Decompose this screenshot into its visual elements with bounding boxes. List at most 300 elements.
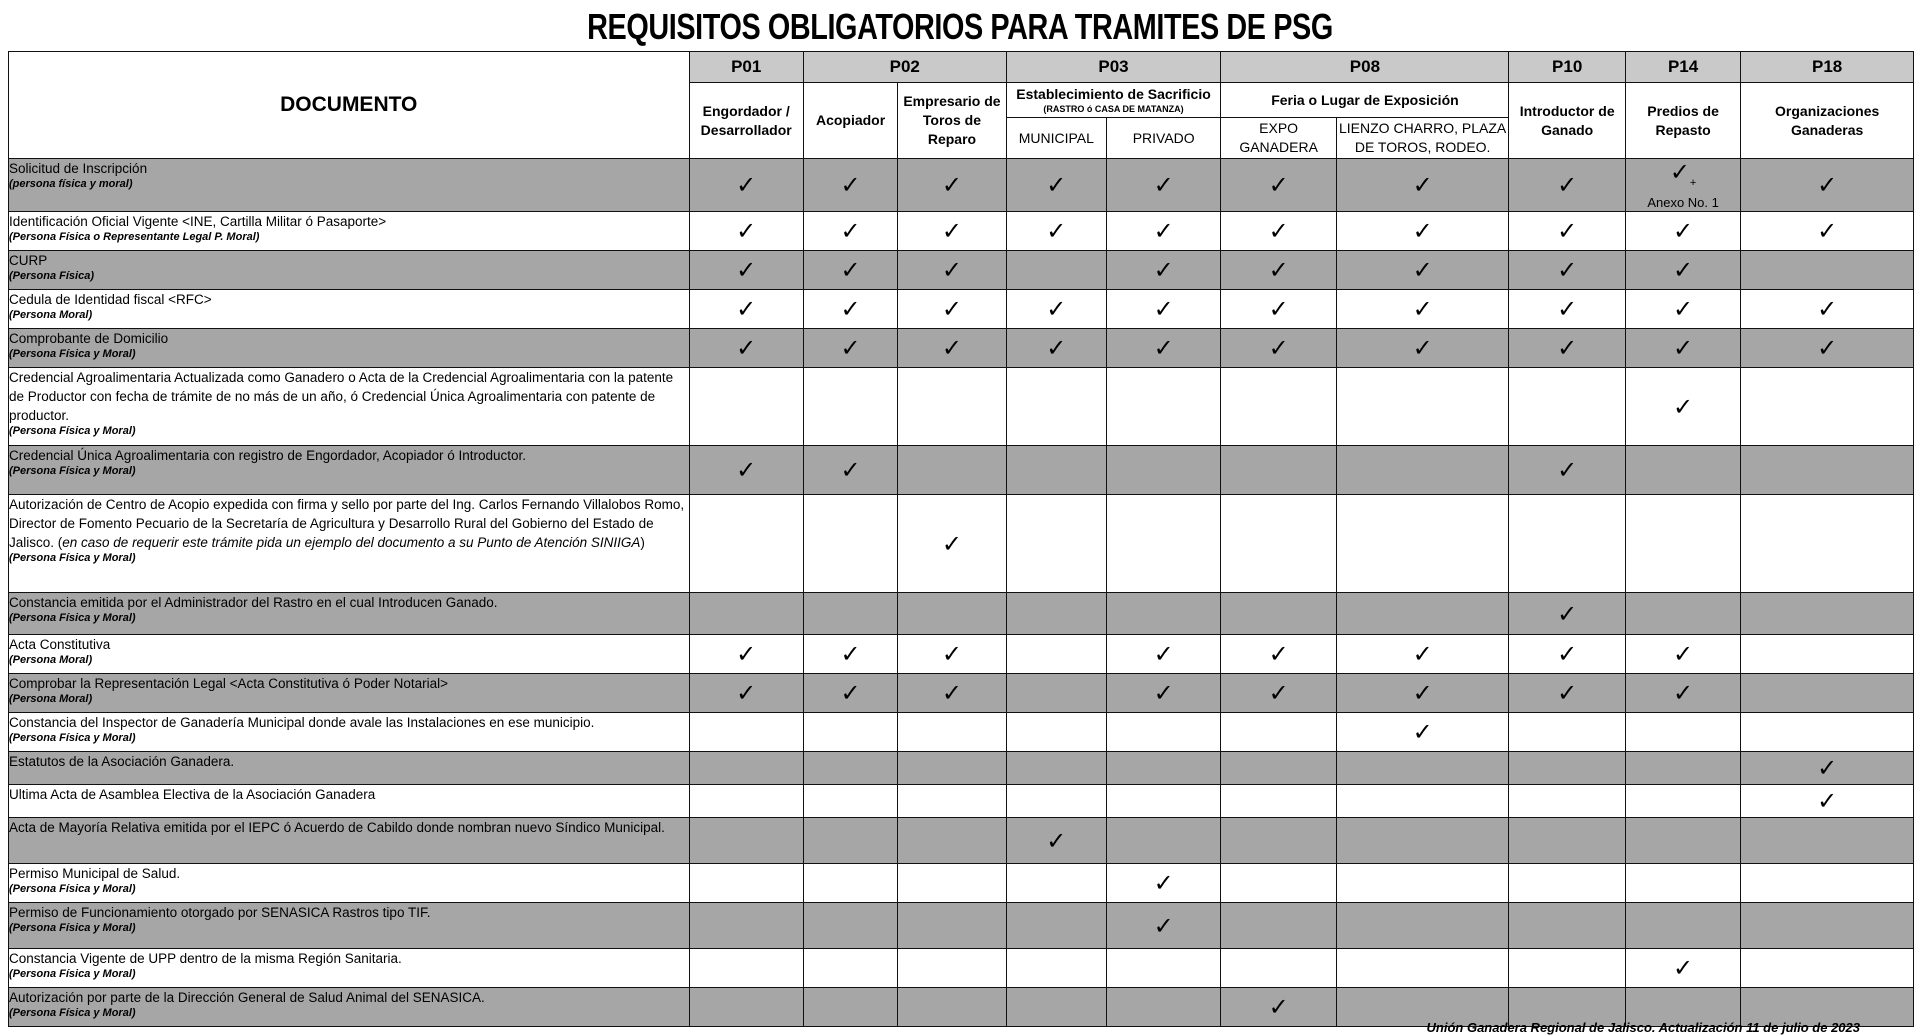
- requirement-cell: [1625, 593, 1740, 635]
- requirement-cell: [1336, 251, 1509, 290]
- checkmark-icon: ✓: [736, 217, 757, 245]
- requirement-cell: [1625, 446, 1740, 495]
- document-name: Permiso Municipal de Salud.: [9, 866, 181, 881]
- requirement-cell: [898, 949, 1006, 988]
- requirement-cell: [1221, 212, 1336, 251]
- requirement-cell: [1741, 864, 1914, 903]
- table-row: [9, 713, 1914, 752]
- document-name: Credencial Agroalimentaria Actualizada como Ganadero o Acta de la Credencial Agroalimentaria con la patente de Productor con fecha de trámite de no más de un año, ó Credencial Única Agroalimentaria con patente de productor.: [9, 370, 674, 423]
- header-feria-exposicion: Feria o Lugar de Exposición: [1221, 83, 1509, 118]
- checkmark-icon: ✓: [1268, 171, 1289, 199]
- checkmark-icon: ✓: [1153, 679, 1174, 707]
- code-p03: P03: [1006, 52, 1221, 83]
- checkmark-icon: ✓: [1557, 456, 1578, 484]
- checkmark-icon: ✓: [1046, 334, 1067, 362]
- person-type: (Persona Moral): [9, 654, 93, 666]
- person-type: (Persona Física y Moral): [9, 1007, 136, 1019]
- requirement-cell: [1221, 752, 1336, 785]
- requirement-cell: [1006, 752, 1106, 785]
- code-p10: P10: [1509, 52, 1625, 83]
- requirement-cell: [1221, 290, 1336, 329]
- document-cell: [9, 251, 690, 290]
- checkmark-icon: ✓: [1673, 392, 1694, 421]
- document-cell: [9, 674, 690, 713]
- requirement-cell: [689, 495, 803, 593]
- requirement-cell: [1625, 635, 1740, 674]
- requirement-cell: [1625, 251, 1740, 290]
- requirement-cell: [1006, 368, 1106, 446]
- requirement-cell: [898, 713, 1006, 752]
- requirement-cell: [898, 635, 1006, 674]
- document-name: Estatutos de la Asociación Ganadera.: [9, 754, 235, 769]
- requirement-cell: [1107, 329, 1221, 368]
- requirement-cell: [1221, 495, 1336, 593]
- table-row: [9, 635, 1914, 674]
- checkmark-icon: ✓: [1557, 679, 1578, 707]
- requirement-cell: [1625, 864, 1740, 903]
- requirement-cell: [1336, 329, 1509, 368]
- requirement-cell: [1741, 713, 1914, 752]
- requirement-cell: [898, 329, 1006, 368]
- table-row: [9, 329, 1914, 368]
- person-type: (Persona Física): [9, 270, 94, 282]
- requirement-cell: [1107, 159, 1221, 212]
- requirement-cell: [1625, 159, 1740, 212]
- requirement-cell: [1221, 864, 1336, 903]
- document-name: Acta Constitutiva: [9, 637, 111, 652]
- table-row: [9, 903, 1914, 949]
- checkmark-icon: ✓: [1046, 826, 1067, 855]
- requirement-cell: [1336, 446, 1509, 495]
- requirement-cell: [689, 864, 803, 903]
- document-name: Comprobante de Domicilio: [9, 331, 169, 346]
- requirement-cell: [1625, 368, 1740, 446]
- requirement-cell: [803, 988, 897, 1027]
- header-privado: PRIVADO: [1107, 118, 1221, 159]
- requirement-cell: [1625, 495, 1740, 593]
- requirement-cell: [1625, 752, 1740, 785]
- requirement-cell: [1221, 785, 1336, 818]
- header-introductor: Introductor de Ganado: [1509, 83, 1625, 159]
- person-type: (Persona Física y Moral): [9, 425, 136, 437]
- checkmark-icon: ✓: [941, 217, 962, 245]
- requirement-cell: [803, 903, 897, 949]
- requirement-cell: [1741, 368, 1914, 446]
- checkmark-icon: ✓: [1673, 295, 1694, 323]
- table-row: [9, 752, 1914, 785]
- checkmark-icon: ✓: [1817, 217, 1838, 245]
- requirement-cell: [1336, 713, 1509, 752]
- requirement-cell: [803, 495, 897, 593]
- checkmark-icon: ✓: [840, 295, 861, 323]
- checkmark-icon: ✓: [736, 171, 757, 199]
- requirement-cell: [1625, 674, 1740, 713]
- requirement-cell: [803, 864, 897, 903]
- requirement-cell: [1509, 446, 1625, 495]
- requirement-cell: [1625, 329, 1740, 368]
- requirement-cell: [1336, 674, 1509, 713]
- requirements-table: [8, 51, 1914, 1027]
- document-name: CURP: [9, 253, 48, 268]
- requirement-cell: [898, 446, 1006, 495]
- requirement-cell: [1107, 903, 1221, 949]
- table-row: [9, 818, 1914, 864]
- checkmark-icon: ✓: [941, 334, 962, 362]
- requirement-cell: [803, 329, 897, 368]
- person-type: (Persona Moral): [9, 309, 93, 321]
- checkmark-icon: ✓: [1412, 295, 1433, 323]
- requirement-cell: [1107, 368, 1221, 446]
- checkmark-icon: ✓: [941, 171, 962, 199]
- plus-sign: +: [1689, 176, 1697, 189]
- requirement-cell: [898, 212, 1006, 251]
- requirement-cell: [1509, 864, 1625, 903]
- document-cell: [9, 864, 690, 903]
- requirement-cell: [1741, 290, 1914, 329]
- requirement-cell: [1107, 674, 1221, 713]
- checkmark-icon: ✓: [1412, 256, 1433, 284]
- requirement-cell: [1741, 495, 1914, 593]
- person-type: (Persona Física y Moral): [9, 883, 136, 895]
- requirement-cell: [689, 212, 803, 251]
- requirement-cell: [803, 290, 897, 329]
- document-cell: [9, 785, 690, 818]
- requirement-cell: [1336, 864, 1509, 903]
- requirement-cell: [803, 818, 897, 864]
- checkmark-icon: ✓: [1817, 787, 1838, 815]
- requirement-cell: [803, 212, 897, 251]
- footer-note: Unión Ganadera Regional de Jalisco. Actualización 11 de julio de 2023: [1426, 1020, 1860, 1035]
- requirements-body: [9, 159, 1914, 1027]
- checkmark-icon: ✓: [1557, 640, 1578, 668]
- requirement-cell: [1107, 713, 1221, 752]
- checkmark-icon: ✓: [1673, 217, 1694, 245]
- checkmark-icon: ✓: [1673, 954, 1694, 982]
- document-cell: [9, 988, 690, 1027]
- document-cell: [9, 329, 690, 368]
- header-acopiador: Acopiador: [803, 83, 897, 159]
- requirement-cell: [1625, 903, 1740, 949]
- requirement-cell: [898, 495, 1006, 593]
- checkmark-icon: ✓: [1557, 295, 1578, 323]
- requirement-cell: [1336, 495, 1509, 593]
- checkmark-icon: ✓: [1412, 171, 1433, 199]
- requirement-cell: [803, 251, 897, 290]
- requirement-cell: [1741, 212, 1914, 251]
- requirement-cell: [1509, 713, 1625, 752]
- requirement-cell: [1107, 290, 1221, 329]
- establecimiento-label: Establecimiento de Sacrificio: [1016, 86, 1211, 102]
- checkmark-icon: ✓: [1817, 295, 1838, 323]
- requirement-cell: [1006, 785, 1106, 818]
- requirement-cell: [1509, 785, 1625, 818]
- document-cell: [9, 212, 690, 251]
- requirement-cell: [689, 251, 803, 290]
- requirement-cell: [1107, 446, 1221, 495]
- requirement-cell: [1741, 785, 1914, 818]
- checkmark-icon: ✓: [1046, 217, 1067, 245]
- checkmark-icon: ✓: [1268, 256, 1289, 284]
- requirement-cell: [1741, 593, 1914, 635]
- document-note: en caso de requerir este trámite pida un ejemplo del documento a su Punto de Atención SINIIGA: [62, 535, 641, 550]
- checkmark-icon: ✓: [1817, 171, 1838, 199]
- checkmark-icon: ✓: [840, 217, 861, 245]
- requirement-cell: [1107, 818, 1221, 864]
- requirement-cell: [1006, 674, 1106, 713]
- requirement-cell: [1336, 752, 1509, 785]
- requirement-cell: [1006, 864, 1106, 903]
- checkmark-icon: ✓: [1268, 334, 1289, 362]
- requirement-cell: [803, 159, 897, 212]
- requirement-cell: [898, 864, 1006, 903]
- requirement-cell: [898, 988, 1006, 1027]
- checkmark-icon: ✓: [1153, 295, 1174, 323]
- table-row: [9, 159, 1914, 212]
- requirement-cell: [689, 159, 803, 212]
- requirement-cell: [803, 949, 897, 988]
- document-name: Constancia Vigente de UPP dentro de la misma Región Sanitaria.: [9, 951, 402, 966]
- document-cell: [9, 949, 690, 988]
- requirement-cell: [1006, 593, 1106, 635]
- header-organizaciones-ganaderas: Organizaciones Ganaderas: [1741, 83, 1914, 159]
- header-lienzo-charro: LIENZO CHARRO, PLAZA DE TOROS, RODEO.: [1336, 118, 1509, 159]
- requirement-cell: [898, 593, 1006, 635]
- requirement-cell: [1741, 752, 1914, 785]
- requirement-cell: [1741, 251, 1914, 290]
- requirement-cell: [1221, 159, 1336, 212]
- checkmark-icon: ✓: [736, 640, 757, 668]
- document-name: Acta de Mayoría Relativa emitida por el IEPC ó Acuerdo de Cabildo donde nombran nuevo Síndico Municipal.: [9, 820, 665, 835]
- requirement-cell: [803, 713, 897, 752]
- requirement-cell: [1625, 949, 1740, 988]
- document-cell: [9, 290, 690, 329]
- checkmark-icon: ✓: [840, 679, 861, 707]
- person-type: (Persona Física o Representante Legal P. Moral): [9, 231, 260, 243]
- person-type: (Persona Física y Moral): [9, 465, 136, 477]
- requirement-cell: [689, 818, 803, 864]
- checkmark-icon: ✓: [941, 256, 962, 284]
- requirement-cell: [689, 785, 803, 818]
- checkmark-icon: ✓: [1673, 256, 1694, 284]
- requirement-cell: [1509, 329, 1625, 368]
- document-cell: [9, 713, 690, 752]
- requirement-cell: [1336, 785, 1509, 818]
- checkmark-icon: ✓: [1268, 217, 1289, 245]
- requirement-cell: [1509, 752, 1625, 785]
- checkmark-icon: ✓: [1046, 171, 1067, 199]
- code-p02: P02: [803, 52, 1006, 83]
- code-p01: P01: [689, 52, 803, 83]
- requirement-cell: [1107, 988, 1221, 1027]
- checkmark-icon: ✓: [1557, 171, 1578, 199]
- requirement-cell: [1006, 159, 1106, 212]
- requirement-cell: [803, 752, 897, 785]
- checkmark-icon: ✓: [1817, 334, 1838, 362]
- requirement-cell: [1509, 251, 1625, 290]
- requirement-cell: [898, 251, 1006, 290]
- person-type: (Persona Física y Moral): [9, 968, 136, 980]
- requirement-cell: [1006, 446, 1106, 495]
- checkmark-icon: ✓: [1153, 911, 1174, 940]
- document-name: Comprobar la Representación Legal <Acta Constitutiva ó Poder Notarial>: [9, 676, 448, 691]
- header-establecimiento-sacrificio: [1006, 83, 1221, 118]
- checkmark-icon: ✓: [1412, 640, 1433, 668]
- requirement-cell: [1006, 212, 1106, 251]
- document-cell: [9, 903, 690, 949]
- table-row: [9, 212, 1914, 251]
- code-p08: P08: [1221, 52, 1509, 83]
- document-name: Autorización por parte de la Dirección General de Salud Animal del SENASICA.: [9, 990, 485, 1005]
- requirement-cell: [1741, 159, 1914, 212]
- annex-note: Anexo No. 1: [1647, 194, 1719, 210]
- checkmark-icon: ✓: [1412, 718, 1433, 746]
- document-name: Constancia emitida por el Administrador del Rastro en el cual Introducen Ganado.: [9, 595, 498, 610]
- code-header-row: [9, 52, 1914, 83]
- document-column-header: DOCUMENTO: [9, 52, 690, 159]
- requirement-cell: [689, 635, 803, 674]
- requirement-cell: [689, 446, 803, 495]
- page-title: REQUISITOS OBLIGATORIOS PARA TRAMITES DE PSG: [587, 6, 1333, 47]
- document-cell: [9, 818, 690, 864]
- requirement-cell: [1107, 593, 1221, 635]
- requirement-cell: [689, 368, 803, 446]
- document-cell: [9, 159, 690, 212]
- requirement-cell: [898, 785, 1006, 818]
- table-row: [9, 674, 1914, 713]
- document-note-end: ): [640, 535, 645, 550]
- checkmark-icon: ✓: [840, 456, 861, 484]
- header-expo-ganadera: EXPO GANADERA: [1221, 118, 1336, 159]
- checkmark-icon: ✓: [1153, 171, 1174, 199]
- requirement-cell: [898, 368, 1006, 446]
- requirement-cell: [1107, 785, 1221, 818]
- requirement-cell: [1006, 495, 1106, 593]
- requirement-cell: [1221, 446, 1336, 495]
- requirement-cell: [898, 290, 1006, 329]
- requirement-cell: [898, 674, 1006, 713]
- checkmark-icon: ✓: [736, 456, 757, 484]
- checkmark-icon: ✓: [1046, 295, 1067, 323]
- checkmark-icon: ✓: [736, 295, 757, 323]
- requirement-cell: [803, 593, 897, 635]
- checkmark-icon: ✓: [1268, 679, 1289, 707]
- requirement-cell: [1625, 713, 1740, 752]
- requirement-cell: [1107, 251, 1221, 290]
- checkmark-icon: ✓: [840, 640, 861, 668]
- requirement-cell: [1006, 251, 1106, 290]
- person-type: (Persona Física y Moral): [9, 732, 136, 744]
- requirement-cell: [1006, 713, 1106, 752]
- checkmark-icon: ✓: [1153, 256, 1174, 284]
- checkmark-icon: ✓: [736, 334, 757, 362]
- requirement-cell: [1221, 818, 1336, 864]
- requirement-cell: [1221, 713, 1336, 752]
- requirement-cell: [803, 368, 897, 446]
- requirement-cell: [1006, 988, 1106, 1027]
- table-row: [9, 290, 1914, 329]
- requirement-cell: [1741, 635, 1914, 674]
- requirement-cell: [1006, 329, 1106, 368]
- requirement-cell: [1006, 949, 1106, 988]
- requirement-cell: [1006, 635, 1106, 674]
- checkmark-icon: ✓: [1153, 640, 1174, 668]
- document-cell: [9, 446, 690, 495]
- requirement-cell: [803, 674, 897, 713]
- checkmark-icon: ✓: [1557, 217, 1578, 245]
- document-cell: [9, 593, 690, 635]
- document-cell: [9, 635, 690, 674]
- requirement-cell: [689, 949, 803, 988]
- checkmark-icon: ✓: [1557, 334, 1578, 362]
- requirement-cell: [1336, 159, 1509, 212]
- checkmark-icon: ✓: [840, 171, 861, 199]
- checkmark-icon: ✓: [736, 679, 757, 707]
- requirement-cell: [689, 593, 803, 635]
- requirement-cell: [1336, 818, 1509, 864]
- requirement-cell: [803, 446, 897, 495]
- table-row: [9, 446, 1914, 495]
- requirement-cell: [1625, 290, 1740, 329]
- requirement-cell: [1741, 329, 1914, 368]
- requirement-cell: [689, 329, 803, 368]
- checkmark-icon: ✓: [1412, 334, 1433, 362]
- requirement-cell: [1221, 988, 1336, 1027]
- requirement-cell: [1509, 593, 1625, 635]
- person-type: (Persona Física y Moral): [9, 922, 136, 934]
- requirement-cell: [1336, 903, 1509, 949]
- checkmark-icon: ✓: [1673, 334, 1694, 362]
- person-type: (persona física y moral): [9, 178, 133, 190]
- checkmark-icon: ✓: [1673, 640, 1694, 668]
- checkmark-icon: ✓: [1268, 295, 1289, 323]
- table-row: [9, 949, 1914, 988]
- person-type: (Persona Física y Moral): [9, 552, 136, 564]
- document-name: Constancia del Inspector de Ganadería Municipal donde avale las Instalaciones en ese municipio.: [9, 715, 595, 730]
- requirement-cell: [1336, 635, 1509, 674]
- requirement-cell: [1336, 368, 1509, 446]
- requirement-cell: [689, 752, 803, 785]
- requirement-cell: [898, 903, 1006, 949]
- requirement-cell: [898, 818, 1006, 864]
- requirement-cell: [1006, 290, 1106, 329]
- checkmark-icon: ✓: [1153, 217, 1174, 245]
- requirement-cell: [1221, 903, 1336, 949]
- requirement-cell: [1741, 949, 1914, 988]
- requirement-cell: [1221, 368, 1336, 446]
- requirement-cell: [1509, 159, 1625, 212]
- table-row: [9, 785, 1914, 818]
- header-predios-repasto: Predios de Repasto: [1625, 83, 1740, 159]
- table-row: [9, 495, 1914, 593]
- checkmark-icon: ✓: [941, 679, 962, 707]
- requirement-cell: [1741, 818, 1914, 864]
- requirement-cell: [1509, 949, 1625, 988]
- requirement-cell: [1107, 495, 1221, 593]
- requirement-cell: [1006, 903, 1106, 949]
- requirement-cell: [1741, 446, 1914, 495]
- code-p18: P18: [1741, 52, 1914, 83]
- requirement-cell: [689, 988, 803, 1027]
- header-municipal: MUNICIPAL: [1006, 118, 1106, 159]
- requirement-cell: [1336, 593, 1509, 635]
- requirement-cell: [1107, 212, 1221, 251]
- checkmark-icon: ✓: [840, 334, 861, 362]
- table-row: [9, 251, 1914, 290]
- person-type: (Persona Física y Moral): [9, 348, 136, 360]
- requirement-cell: [1625, 818, 1740, 864]
- checkmark-icon: ✓: [1673, 679, 1694, 707]
- requirement-cell: [689, 290, 803, 329]
